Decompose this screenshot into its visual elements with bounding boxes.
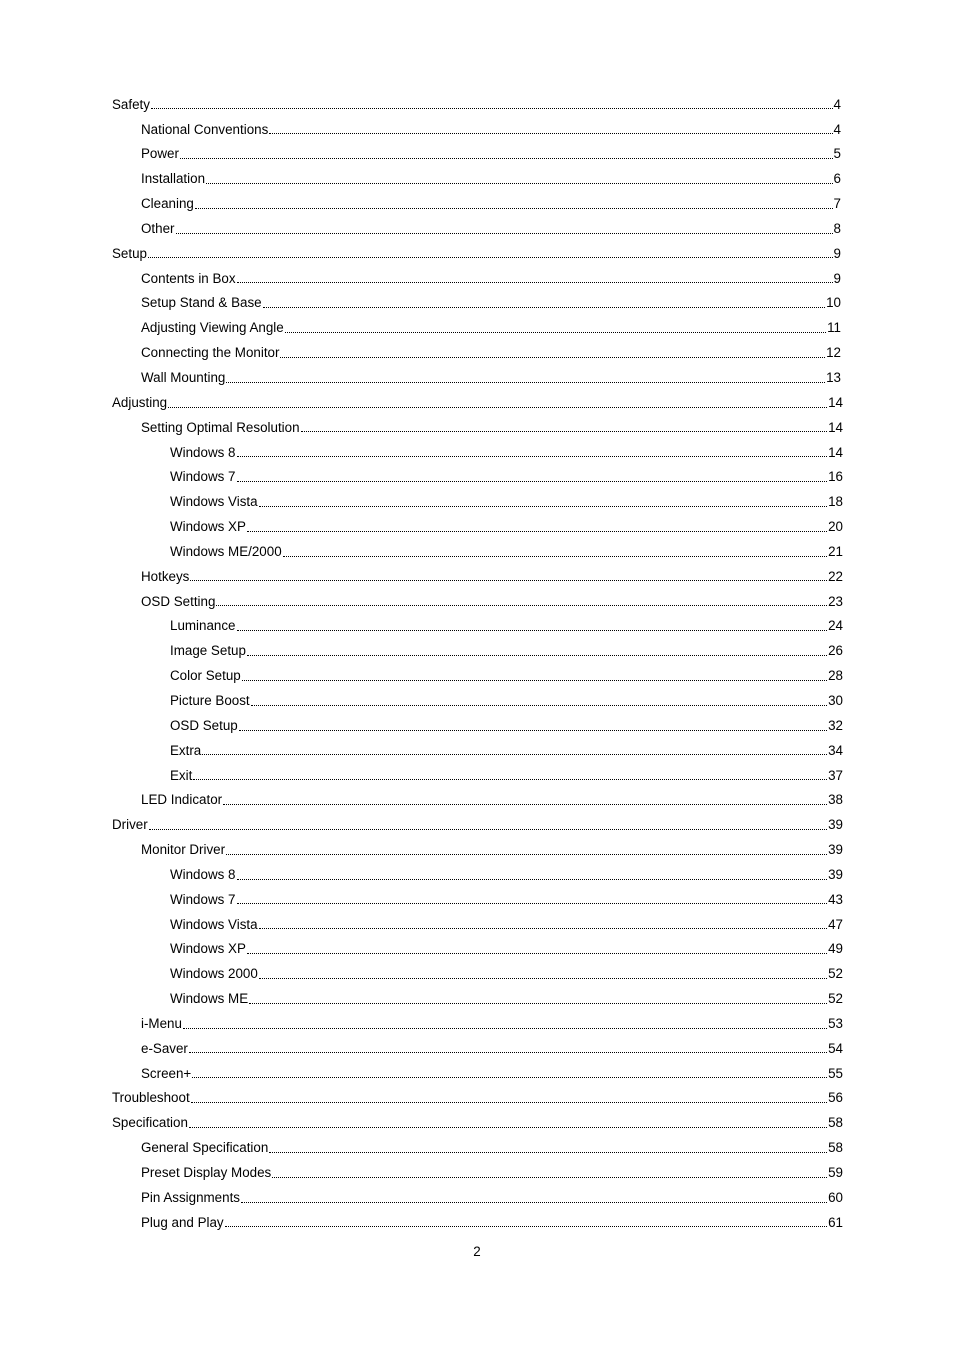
toc-entry[interactable] [0,663,843,688]
toc-dot-leader [190,569,827,583]
toc-entry-page: 32 [828,717,843,733]
toc-entry[interactable] [0,514,843,539]
toc-dot-leader [263,296,825,310]
toc-entry-title: Power [141,146,179,162]
toc-entry-page: 14 [828,419,843,435]
toc-dot-leader [259,967,827,981]
toc-entry-page: 16 [828,469,843,485]
toc-dot-leader [195,197,833,211]
toc-dot-leader [237,892,828,906]
toc-entry-title: LED Indicator [141,792,223,808]
toc-dot-leader [241,1191,827,1205]
toc-entry-title: Safety [112,96,150,112]
toc-entry-page: 47 [828,916,843,932]
toc-dot-leader [237,619,828,633]
toc-entry[interactable] [0,266,841,291]
toc-dot-leader [189,1041,827,1055]
toc-dot-leader [242,669,827,683]
toc-entry[interactable] [0,887,843,912]
toc-entry-page: 14 [828,394,843,410]
toc-entry-title: Windows 7 [170,891,236,907]
toc-entry-title: Windows 7 [170,469,236,485]
toc-entry-title: Driver [112,817,148,833]
toc-entry-page: 11 [827,320,841,336]
toc-dot-leader [280,346,825,360]
toc-entry[interactable] [0,1185,843,1210]
toc-entry-title: General Specification [141,1140,269,1156]
toc-entry-page: 53 [828,1015,843,1031]
toc-entry-page: 12 [826,345,841,361]
toc-entry-page: 30 [828,692,843,708]
toc-entry-title: Windows XP [170,519,246,535]
toc-entry-page: 9 [833,245,841,261]
toc-dot-leader [239,719,827,733]
toc-entry-title: Screen+ [141,1065,192,1081]
toc-dot-leader [189,1116,827,1130]
toc-dot-leader [249,992,827,1006]
toc-entry-title: Windows XP [170,941,246,957]
toc-entry-page: 61 [828,1214,843,1230]
toc-entry-title: Preset Display Modes [141,1165,272,1180]
toc-entry-page: 59 [828,1165,843,1180]
toc-dot-leader [202,743,827,757]
toc-entry[interactable] [0,92,841,117]
toc-entry-title: Windows 8 [170,866,236,882]
toc-entry-page: 5 [833,146,841,162]
toc-entry-page: 58 [828,1115,843,1131]
toc-dot-leader [269,122,832,136]
toc-dot-leader [216,594,827,608]
toc-entry-page: 54 [828,1040,843,1056]
toc-dot-leader [259,495,828,509]
toc-dot-leader [269,1141,827,1155]
toc-entry[interactable] [0,241,841,266]
toc-entry-title: Adjusting [112,394,168,410]
toc-entry-page: 8 [833,220,841,236]
toc-entry[interactable] [0,167,841,192]
toc-entry-page: 28 [828,668,843,684]
toc-entry[interactable] [0,1011,843,1036]
toc-entry-title: Hotkeys [141,568,190,584]
toc-entry-page: 49 [828,941,843,957]
toc-entry-page: 58 [828,1140,843,1156]
toc-entry-page: 23 [828,593,843,609]
toc-entry-title: Windows Vista [170,494,258,510]
toc-entry-title: Monitor Driver [141,842,226,858]
toc-entry[interactable] [0,216,841,241]
toc-entry[interactable] [0,440,843,465]
toc-entry-page: 38 [828,792,843,808]
toc-entry[interactable] [0,415,843,440]
toc-entry[interactable] [0,390,843,415]
toc-entry-title: Extra [170,742,202,758]
toc-entry[interactable] [0,837,843,862]
toc-entry[interactable] [0,912,843,937]
toc-entry-page: 14 [828,444,843,460]
toc-entry[interactable] [0,1210,843,1235]
toc-entry[interactable] [0,1135,843,1160]
toc-entry[interactable] [0,763,843,788]
toc-dot-leader [251,694,827,708]
toc-entry-page: 39 [828,817,843,833]
toc-entry-title: Setup Stand & Base [141,295,262,311]
toc-entry-page: 60 [828,1189,843,1205]
toc-dot-leader [237,470,828,484]
toc-entry[interactable] [0,539,843,564]
toc-entry-page: 39 [828,842,843,858]
toc-entry-title: Specification [112,1115,188,1131]
toc-dot-leader [192,1066,827,1080]
toc-entry-page: 34 [828,742,843,758]
toc-entry[interactable] [0,1111,843,1136]
toc-entry-page: 21 [828,543,843,559]
toc-entry-page: 52 [828,966,843,982]
toc-dot-leader [180,147,833,161]
toc-entry-page: 4 [833,96,841,112]
toc-entry-page: 52 [828,991,843,1007]
toc-entry-page: 4 [833,121,841,137]
toc-entry[interactable] [0,191,841,216]
toc-dot-leader [226,843,827,857]
toc-entry-title: i-Menu [141,1015,182,1031]
toc-entry-page: 39 [828,866,843,882]
toc-dot-leader [237,868,828,882]
toc-entry-page: 26 [828,643,843,659]
toc-entry-page: 55 [828,1065,843,1081]
toc-entry[interactable] [0,788,843,813]
toc-entry-page: 7 [833,196,841,212]
toc-entry-page: 18 [828,494,843,510]
toc-entry-page: 6 [833,171,841,187]
toc-entry-title: Windows ME/2000 [170,543,282,559]
toc-entry-page: 24 [828,618,843,634]
toc-entry-title: Windows 2000 [170,966,258,982]
toc-entry-page: 9 [833,270,841,286]
toc-dot-leader [148,246,833,260]
toc-entry[interactable] [0,713,843,738]
toc-dot-leader [223,793,827,807]
toc-entry[interactable] [0,117,841,142]
toc-entry-page: 37 [828,767,843,783]
toc-entry-title: Picture Boost [170,692,250,708]
toc-entry-page: 10 [826,295,841,311]
toc-entry[interactable] [0,142,841,167]
toc-entry-title: Connecting the Monitor [141,345,280,361]
table-of-contents [0,92,954,1235]
toc-dot-leader [191,1091,827,1105]
toc-entry[interactable] [0,490,843,515]
toc-dot-leader [168,396,827,410]
toc-dot-leader [176,222,833,236]
page-number: 2 [473,1244,481,1259]
toc-entry-title: Troubleshoot [112,1090,190,1106]
toc-entry-title: Adjusting Viewing Angle [141,320,284,336]
toc-entry[interactable] [0,1086,843,1111]
toc-entry[interactable] [0,738,843,763]
toc-dot-leader [247,644,827,658]
toc-dot-leader [283,545,827,559]
toc-entry[interactable] [0,340,841,365]
toc-entry[interactable] [0,1036,843,1061]
toc-entry[interactable] [0,962,843,987]
toc-dot-leader [149,818,827,832]
toc-dot-leader [285,321,826,335]
toc-entry[interactable] [0,291,841,316]
toc-entry[interactable] [0,614,843,639]
toc-entry-title: OSD Setup [170,717,238,733]
toc-entry[interactable] [0,1061,843,1086]
toc-dot-leader [247,520,827,534]
toc-dot-leader [183,1017,827,1031]
toc-entry[interactable] [0,1160,843,1185]
toc-dot-leader [206,172,833,186]
toc-entry[interactable] [0,937,843,962]
toc-entry-title: Other [141,220,175,236]
toc-entry-title: Cleaning [141,196,194,212]
toc-entry[interactable] [0,639,843,664]
toc-entry-title: Pin Assignments [141,1189,240,1205]
toc-entry[interactable] [0,862,843,887]
toc-entry-page: 56 [828,1090,843,1106]
toc-dot-leader [272,1166,827,1180]
toc-entry-title: Exit [170,767,193,783]
toc-entry[interactable] [0,465,843,490]
toc-entry[interactable] [0,688,843,713]
toc-entry[interactable] [0,316,841,341]
toc-entry-title: Setup [112,245,147,261]
toc-entry-title: Setting Optimal Resolution [141,419,300,435]
toc-entry-title: Installation [141,171,206,187]
toc-entry[interactable] [0,365,841,390]
toc-entry-title: Contents in Box [141,270,236,286]
toc-entry-title: Windows Vista [170,916,258,932]
toc-entry-title: Windows 8 [170,444,236,460]
toc-dot-leader [237,445,828,459]
toc-dot-leader [151,97,833,111]
toc-entry-page: 43 [828,891,843,907]
toc-entry-title: e-Saver [141,1040,188,1056]
toc-dot-leader [247,942,827,956]
toc-dot-leader [301,420,828,434]
toc-entry-page: 22 [828,568,843,584]
toc-dot-leader [237,271,833,285]
toc-entry-title: Image Setup [170,643,246,659]
toc-entry[interactable] [0,812,843,837]
toc-entry-title: Color Setup [170,668,241,684]
toc-entry-title: Plug and Play [141,1214,224,1230]
toc-entry[interactable] [0,986,843,1011]
toc-entry-title: Wall Mounting [141,370,226,385]
toc-entry-title: OSD Setting [141,593,216,609]
toc-dot-leader [226,371,825,385]
toc-entry[interactable] [0,589,843,614]
toc-dot-leader [193,768,827,782]
toc-dot-leader [225,1215,827,1229]
toc-entry-page: 20 [828,519,843,535]
toc-entry-page: 13 [826,370,841,385]
toc-dot-leader [259,917,828,931]
toc-entry-title: Windows ME [170,991,249,1007]
toc-entry[interactable] [0,564,843,589]
toc-entry-title: Luminance [170,618,236,634]
toc-entry-title: National Conventions [141,121,269,137]
